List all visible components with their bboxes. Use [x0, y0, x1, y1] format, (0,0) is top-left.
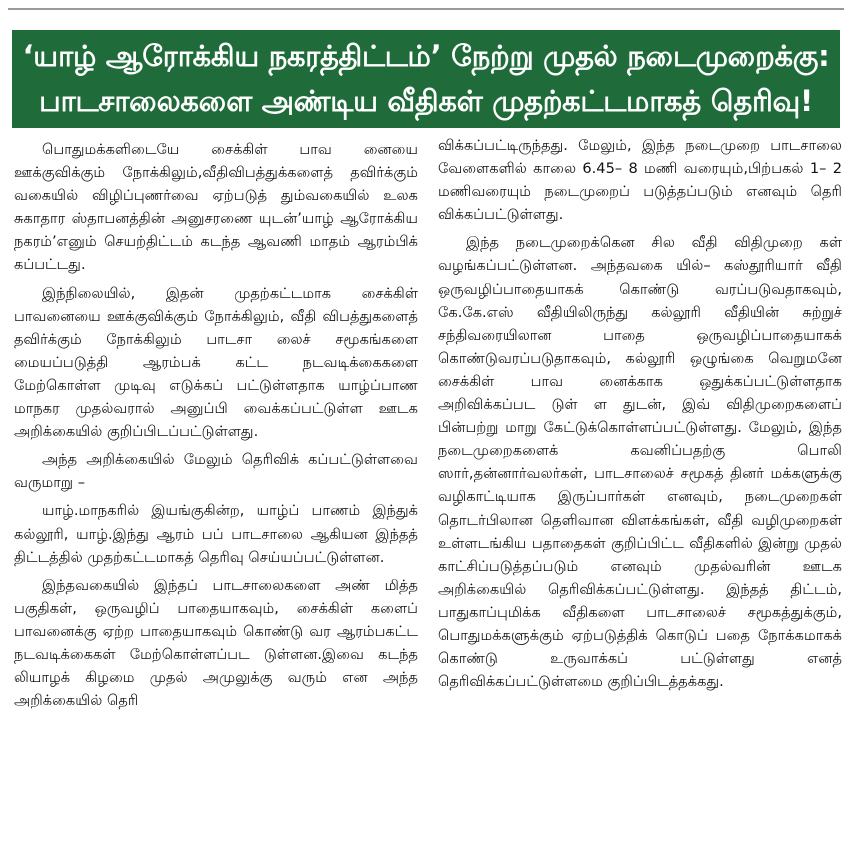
headline-line-2: பாடசாலைகளை அண்டிய வீதிகள் முதற்கட்டமாகத் தெரிவு! [39, 84, 813, 118]
article-column-left [14, 138, 418, 717]
paragraph: யாழ்.மாநகரில் இயங்குகின்ற, யாழ்ப் பாணம் இந்துக் கல்லூரி, யாழ்.இந்து ஆரம் பப் பாடசாலை ஆகியன இந்தத் திட்டத்தில் முதற்கட்டமாகத் தெரிவு செய்யப்பட்டுள்ளன. [14, 502, 418, 566]
article-column-right [438, 134, 842, 698]
paragraph: விக்கப்பட்டிருந்தது. மேலும், இந்த நடைமுறை பாடசாலை வேளைகளில் காலை 6.45– 8 மணி வரையும்,பிற்பகல் 1– 2 மணிவரையும் நடைமுறைப் படுத்தப்படும் எனவும் தெரி விக்கப்பட்டுள்ளது. [438, 137, 842, 224]
top-rule [8, 8, 844, 10]
paragraph: அந்த அறிக்கையில் மேலும் தெரிவிக் கப்பட்டுள்ளவை வருமாறு – [14, 451, 418, 492]
headline-line-1: ‘யாழ் ஆரோக்கிய நகரத்திட்டம்’ நேற்று முதல் நடைமுறைக்கு: [22, 39, 830, 73]
paragraph: இந்தவகையில் இந்தப் பாடசாலைகளை அண் மித்த பகுதிகள், ஒருவழிப் பாதையாகவும், சைக்கிள் களைப் பாவனைக்கு ஏற்ற பாதையாகவும் கொண்டு வர ஆரம்பகட்ட நடவடிக்கைகள் மேற்கொள்ளப்பட டுள்ளன.இவை கடந்த லியாழக் கிழமை முதல் அமுலுக்கு வரும் என அந்த அறிக்கையில் தெரி [14, 576, 418, 710]
paragraph: பொதுமக்களிடையே சைக்கிள் பாவ னையை ஊக்குவிக்கும் நோக்கிலும்,வீதிவிபத்துக்களைத் தவிர்க்கும் வகையில் விழிப்புணர்வை ஏற்படுத் தும்வகையில் உலக சுகாதார ஸ்தாபனத்தின் அனுசரணை யுடன்’யாழ் ஆரோக்கிய நகரம்’எனும் செயற்திட்டம் கடந்த ஆவணி மாதம் ஆரம்பிக் கப்பட்டது. [14, 141, 418, 274]
paragraph: இந்த நடைமுறைக்கென சில வீதி விதிமுறை கள் வழங்கப்பட்டுள்ளன. அந்தவகை யில்– கஸ்தூரியார் வீதி ஒருவழிப்பாதையாகக் கொண்டு வரப்படுவதாகவும், கே.கே.எஸ் வீதியிலிருந்து கல்லூரி வீதியின் சுற்றுச் சந்திவரையிலான பாதை ஒருவழிப்பாதையாகக் கொண்டுவரப்படுதாகவும், கல்லூரி ஒழுங்கை வெறுமனே சைக்கிள் பாவ னைக்காக ஒதுக்கப்பட்டுள்ளதாக அறிவிக்கப்பட டுள் ள துடன், இவ் விதிமுறைகளைப் பின்பற்று மாறு கேட்டுக்கொள்ளப்பட்டுள்ளது. மேலும், இந்த நடைமுறைகளைக் கவனிப்பதற்கு பொலி ஸார்,தன்னார்வலர்கள், பாடசாலைச் சமூகத் தினர் மக்களுக்கு வழிகாட்டியாக இருப்பார்கள் எனவும், நடைமுறைகள் தொடர்பிலான தெளிவான விளக்கங்கள், வீதி வழிமுறைகள் உள்ளடங்கிய பதாதைகள் குறிப்பிட்ட வீதிகளில் இன்று முதல் காட்சிப்படுத்தப்படும் எனவும் முதல்வரின் ஊடக அறிக்கையில் தெரிவிக்கப்பட்டுள்ளது. இந்தத் திட்டம், பாதுகாப்புமிக்க வீதிகளை பாடசாலைச் சமூகத்துக்கும், பொதுமக்களுக்கும் ஏற்படுத்திக் கொடுப் பதை நோக்கமாகக் கொண்டு உருவாக்கப் பட்டுள்ளது எனத் தெரிவிக்கப்பட்டுள்ளமை குறிப்பிடத்தக்கது. [438, 234, 842, 691]
paragraph: இந்நிலையில், இதன் முதற்கட்டமாக சைக்கிள் பாவனையை ஊக்குவிக்கும் நோக்கிலும், வீதி விபத்துகளைத் தவிர்க்கும் நோக்கிலும் பாடசா லைச் சமூகங்களை மையப்படுத்தி ஆரம்பக் கட்ட நடவடிக்கைகளை மேற்கொள்ள முடிவு எடுக்கப் பட்டுள்ளதாக யாழ்ப்பாண மாநகர முதல்வரால் அனுப்பி வைக்கப்பட்டுள்ள ஊடக அறிக்கையில் குறிப்பிடப்பட்டுள்ளது. [14, 284, 418, 441]
headline-banner [12, 30, 840, 128]
